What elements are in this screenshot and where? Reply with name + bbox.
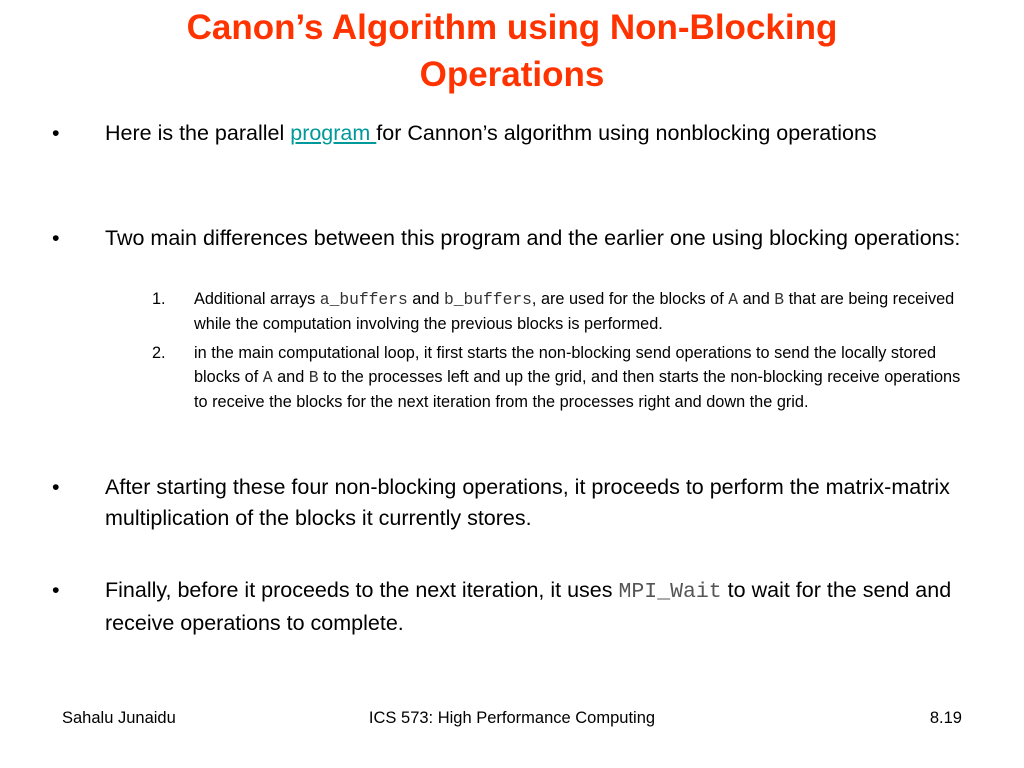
- program-link[interactable]: program: [290, 121, 377, 145]
- bullet-text-4: [105, 575, 970, 639]
- numbered-item-2-marker: 2.: [152, 344, 166, 362]
- bullet-text-1: [105, 118, 970, 149]
- code-b: B: [774, 290, 785, 309]
- code-b: B: [308, 368, 319, 387]
- bullet-text-2: Two main differences between this program and the earlier one using blocking operations:: [105, 226, 961, 250]
- numbered-item-1-text: [194, 287, 974, 336]
- text-segment: that are being received while the computation involving the previous blocks is performed.: [194, 290, 955, 333]
- code-a-buffers: a_buffers: [319, 290, 408, 309]
- numbered-item-1-marker: 1.: [152, 290, 166, 308]
- text-segment: to the processes left and up the grid, and then starts the non-blocking receive operations to receive the blocks for the next iteration from the processes right and down the grid.: [194, 368, 961, 411]
- bullet-1-text-end: for Cannon’s algorithm using nonblocking operations: [376, 121, 877, 145]
- text-segment: and: [272, 368, 309, 386]
- slide-title-line-2: Operations: [419, 55, 605, 94]
- numbered-item-2-text: [194, 341, 974, 414]
- footer-page-number: 8.19: [929, 709, 962, 727]
- text-segment: Additional arrays: [194, 290, 320, 308]
- code-a: A: [262, 368, 273, 387]
- footer-author: Sahalu Junaidu: [62, 709, 176, 727]
- text-segment: in the main computational loop, it first starts the non-blocking send operations to send the locally stored blocks of: [194, 344, 937, 386]
- code-mpi-wait: MPI_Wait: [618, 580, 722, 604]
- bullet-marker: •: [52, 475, 60, 499]
- bullet-marker: •: [52, 226, 60, 250]
- footer-course: ICS 573: High Performance Computing: [368, 709, 656, 727]
- slide-title: [0, 4, 1024, 98]
- bullet-4-text-end: to wait for the send and receive operations to complete.: [105, 578, 952, 635]
- bullet-marker: •: [52, 578, 60, 602]
- bullet-text-3: After starting these four non-blocking operations, it proceeds to perform the matrix-matrix multiplication of the blocks it currently stores.: [105, 475, 950, 530]
- text-segment: and: [407, 290, 444, 308]
- code-b-buffers: b_buffers: [443, 290, 532, 309]
- slide-title-line-1: Canon’s Algorithm using Non-Blocking: [186, 8, 838, 47]
- bullet-4-text-start: Finally, before it proceeds to the next iteration, it uses: [105, 578, 619, 602]
- text-segment: , are used for the blocks of: [531, 290, 729, 308]
- bullet-marker: •: [52, 121, 60, 145]
- text-segment: and: [738, 290, 775, 308]
- code-a: A: [728, 290, 739, 309]
- bullet-1-text-start: Here is the parallel: [105, 121, 291, 145]
